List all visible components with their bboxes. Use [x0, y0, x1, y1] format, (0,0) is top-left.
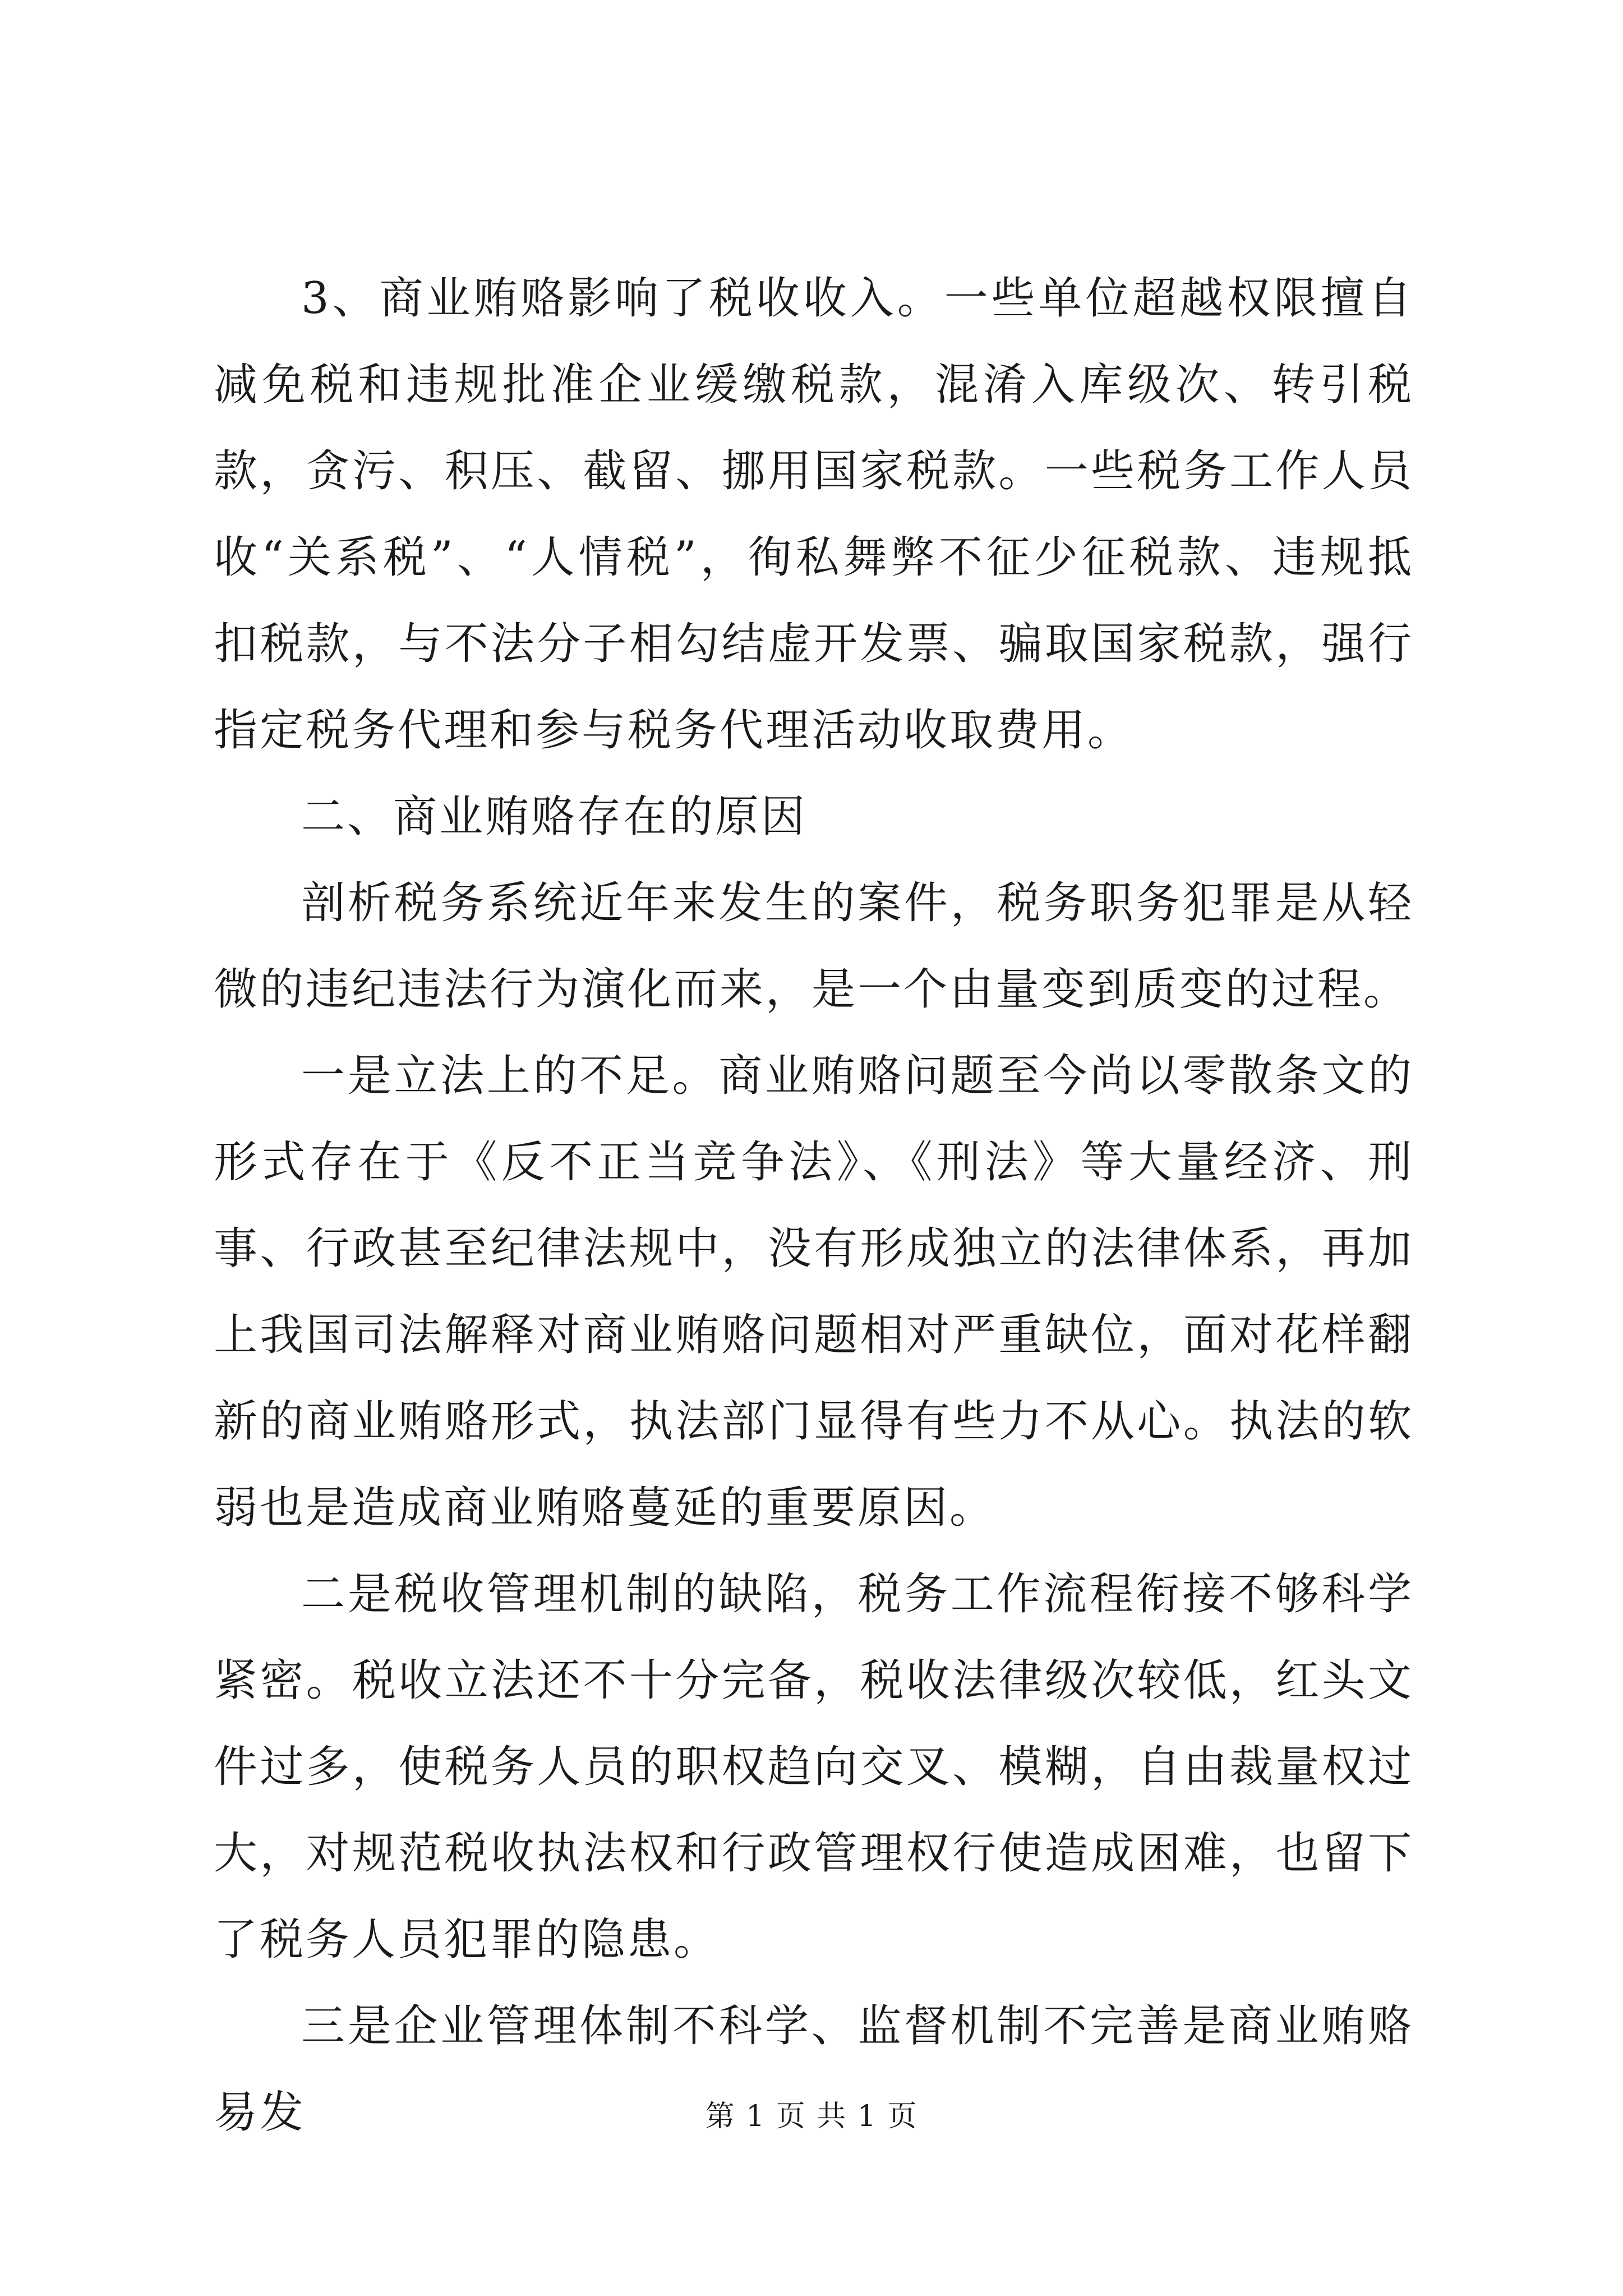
- section-heading-causes: 二、商业贿赂存在的原因: [301, 792, 808, 842]
- paragraph-enterprise-management: 三是企业管理体制不科学、监督机制不完善是商业贿赂易发: [214, 2001, 1414, 2138]
- document-body: [214, 255, 1414, 2156]
- paragraph-case-analysis: 剖析税务系统近年来发生的案件，税务职务犯罪是从轻微的违纪违法行为演化而来，是一个由量变到质变的过程。: [214, 878, 1414, 1015]
- page-number-footer: 第 1 页 共 1 页: [705, 2100, 918, 2133]
- paragraph-tax-revenue-impact: 3、商业贿赂影响了税收收入。一些单位超越权限擅自减免税和违规批准企业缓缴税款，混淆入库级次、转引税款，贪污、积压、截留、挪用国家税款。一些税务工作人员收“关系税”、“人情税”，徇私舞弊不征少征税款、违规抵扣税款，与不法分子相勾结虚开发票、骗取国家税款，强行指定税务代理和参与税务代理活动收取费用。: [214, 273, 1414, 756]
- paragraph-legislation-deficiency: 一是立法上的不足。商业贿赂问题至今尚以零散条文的形式存在于《反不正当竞争法》、《刑法》等大量经济、刑事、行政甚至纪律法规中，没有形成独立的法律体系，再加上我国司法解释对商业贿赂问题相对严重缺位，面对花样翻新的商业贿赂形式，执法部门显得有些力不从心。执法的软弱也是造成商业贿赂蔓延的重要原因。: [214, 1051, 1414, 1533]
- paragraph-tax-management-defects: 二是税收管理机制的缺陷，税务工作流程衔接不够科学紧密。税收立法还不十分完备，税收法律级次较低，红头文件过多，使税务人员的职权趋向交叉、模糊，自由裁量权过大，对规范税收执法权和行政管理权行使造成困难，也留下了税务人员犯罪的隐患。: [214, 1569, 1414, 1965]
